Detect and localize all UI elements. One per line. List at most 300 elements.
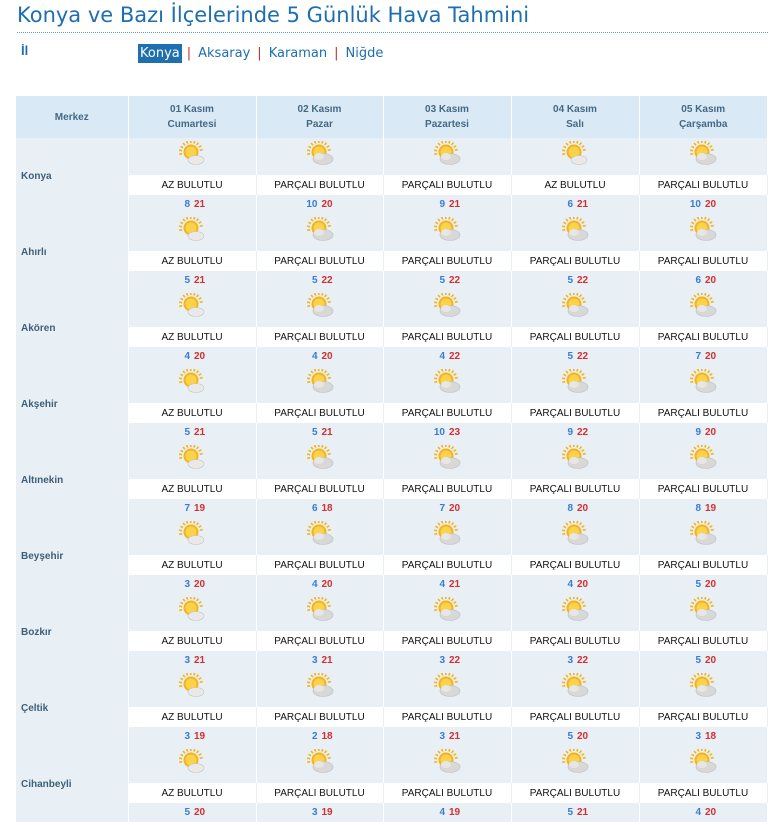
temp-min: 4 (311, 579, 318, 590)
weather-description: PARÇALI BULUTLU (383, 555, 511, 575)
description-row (16, 251, 767, 271)
weather-description: AZ BULUTLU (128, 479, 256, 499)
weather-description: PARÇALI BULUTLU (383, 175, 511, 195)
temp-max: 20 (577, 503, 589, 514)
weather-icon-cell (128, 366, 256, 403)
weather-icon-cell (511, 138, 639, 175)
weather-description: PARÇALI BULUTLU (639, 783, 767, 803)
temp-min: 5 (439, 275, 445, 286)
temperature-cell (383, 271, 511, 290)
temp-min: 6 (567, 199, 573, 210)
city-row (16, 442, 767, 479)
temp-min: 5 (567, 275, 573, 286)
temperature-cell (639, 727, 767, 746)
temperature-cell (639, 423, 767, 442)
sun-cloud-small-icon (178, 749, 206, 775)
weather-description: PARÇALI BULUTLU (639, 251, 767, 271)
city-row (16, 670, 767, 707)
weather-description: PARÇALI BULUTLU (511, 631, 639, 651)
weather-icon-cell (511, 746, 639, 783)
sun-cloud-icon (306, 749, 334, 775)
weather-icon-cell (383, 214, 511, 251)
weather-description: PARÇALI BULUTLU (511, 555, 639, 575)
city-name: Konya (16, 138, 128, 214)
weather-description: AZ BULUTLU (511, 175, 639, 195)
weather-icon-cell (639, 746, 767, 783)
temp-max: 19 (321, 807, 333, 818)
weather-icon-cell (256, 214, 383, 251)
temperature-cell (256, 651, 383, 670)
temperature-row (16, 347, 767, 366)
temperature-cell (639, 271, 767, 290)
temp-max: 21 (449, 579, 461, 590)
temperature-cell (128, 271, 256, 290)
temp-max: 21 (194, 655, 206, 666)
weather-description: AZ BULUTLU (128, 327, 256, 347)
province-nav (138, 43, 385, 64)
sun-cloud-icon (561, 217, 589, 243)
temp-min: 8 (695, 503, 701, 514)
weather-icon-cell (639, 214, 767, 251)
temp-max: 20 (705, 579, 717, 590)
city-name: Bozkır (16, 594, 128, 670)
weather-description: PARÇALI BULUTLU (383, 631, 511, 651)
temp-min: 10 (433, 427, 445, 438)
weather-icon-cell (128, 290, 256, 327)
weather-description: PARÇALI BULUTLU (639, 327, 767, 347)
sun-cloud-icon (433, 293, 461, 319)
temperature-row (16, 727, 767, 746)
temp-min: 7 (439, 503, 445, 514)
description-row (16, 631, 767, 651)
weather-description: PARÇALI BULUTLU (256, 555, 383, 575)
description-row (16, 783, 767, 803)
temp-max: 20 (194, 807, 206, 818)
temperature-cell (128, 499, 256, 518)
weather-icon-cell (511, 518, 639, 555)
weather-icon-cell (256, 366, 383, 403)
weather-description: PARÇALI BULUTLU (383, 327, 511, 347)
weather-icon-cell (639, 366, 767, 403)
province-link-0[interactable]: Konya (140, 46, 180, 61)
sun-cloud-icon (689, 521, 717, 547)
weather-description: PARÇALI BULUTLU (256, 251, 383, 271)
sun-cloud-icon (433, 521, 461, 547)
temp-max: 20 (705, 655, 717, 666)
province-label: İl (21, 43, 29, 58)
weather-description: PARÇALI BULUTLU (511, 403, 639, 423)
page-title: Konya ve Bazı İlçelerinde 5 Günlük Hava Tahmini (17, 3, 530, 27)
sun-cloud-icon (561, 521, 589, 547)
weather-icon-cell (256, 138, 383, 175)
weather-icon-cell (128, 518, 256, 555)
temperature-cell (511, 347, 639, 366)
temperature-cell (256, 727, 383, 746)
temperature-cell (511, 803, 639, 822)
temperature-cell (639, 575, 767, 594)
sun-cloud-icon (306, 217, 334, 243)
weather-description: PARÇALI BULUTLU (383, 479, 511, 499)
weather-icon-cell (128, 670, 256, 707)
temp-max: 19 (194, 503, 206, 514)
day-header-4 (639, 96, 767, 138)
sun-cloud-small-icon (178, 597, 206, 623)
temperature-cell (256, 195, 383, 214)
temp-min: 4 (184, 351, 190, 362)
temperature-row (16, 575, 767, 594)
day-weekday: Pazar (306, 119, 333, 130)
temp-min: 4 (439, 579, 445, 590)
weather-icon-cell (639, 138, 767, 175)
sun-cloud-small-icon (178, 141, 206, 167)
province-separator: | (334, 46, 339, 61)
day-header-1 (256, 96, 383, 138)
sun-cloud-icon (433, 597, 461, 623)
weather-icon-cell (383, 290, 511, 327)
weather-description: AZ BULUTLU (128, 251, 256, 271)
temp-min: 4 (439, 351, 445, 362)
weather-description: PARÇALI BULUTLU (511, 251, 639, 271)
temp-max: 20 (194, 351, 206, 362)
city-name: Ahırlı (16, 214, 128, 290)
sun-cloud-icon (306, 141, 334, 167)
weather-description: PARÇALI BULUTLU (511, 707, 639, 727)
city-name: Beyşehir (16, 518, 128, 594)
temperature-cell (256, 271, 383, 290)
weather-icon-cell (128, 138, 256, 175)
sun-cloud-icon (433, 141, 461, 167)
weather-icon-cell (511, 670, 639, 707)
sun-cloud-small-icon (178, 521, 206, 547)
temp-max: 22 (449, 275, 461, 286)
weather-icon-cell (639, 442, 767, 479)
temp-max: 20 (449, 503, 461, 514)
temp-max: 20 (321, 199, 333, 210)
sun-cloud-icon (433, 217, 461, 243)
temp-min: 3 (184, 655, 190, 666)
temp-min: 6 (695, 275, 701, 286)
weather-icon-cell (383, 138, 511, 175)
temp-min: 9 (439, 199, 445, 210)
forecast-table (16, 96, 768, 822)
weather-description: PARÇALI BULUTLU (511, 479, 639, 499)
sun-cloud-icon (689, 141, 717, 167)
weather-icon-cell (128, 442, 256, 479)
description-row (16, 327, 767, 347)
temp-max: 19 (449, 807, 461, 818)
temperature-cell (128, 195, 256, 214)
temp-min: 5 (695, 655, 701, 666)
temperature-cell (256, 347, 383, 366)
weather-description: PARÇALI BULUTLU (639, 707, 767, 727)
temperature-cell (383, 727, 511, 746)
temperature-row (16, 423, 767, 442)
weather-icon-cell (383, 442, 511, 479)
weather-description: PARÇALI BULUTLU (639, 175, 767, 195)
sun-cloud-icon (689, 673, 717, 699)
temp-max: 18 (321, 503, 333, 514)
day-date: 01 Kasım (170, 104, 214, 115)
temp-min: 5 (184, 807, 190, 818)
city-row (16, 138, 767, 175)
sun-cloud-icon (689, 293, 717, 319)
sun-cloud-icon (561, 673, 589, 699)
weather-description: PARÇALI BULUTLU (639, 555, 767, 575)
temp-max: 20 (577, 731, 589, 742)
sun-cloud-icon (306, 521, 334, 547)
sun-cloud-icon (433, 749, 461, 775)
temp-max: 22 (577, 427, 589, 438)
temp-max: 22 (449, 351, 461, 362)
day-weekday: Çarşamba (679, 119, 728, 130)
sun-cloud-icon (306, 369, 334, 395)
sun-cloud-icon (433, 673, 461, 699)
weather-icon-cell (511, 214, 639, 251)
temp-min: 5 (567, 807, 573, 818)
weather-icon-cell (639, 290, 767, 327)
temp-min: 3 (695, 731, 701, 742)
description-row (16, 403, 767, 423)
weather-icon-cell (128, 594, 256, 631)
city-row (16, 594, 767, 631)
sun-cloud-small-icon (178, 445, 206, 471)
temp-max: 21 (321, 655, 333, 666)
temperature-cell (128, 727, 256, 746)
temp-max: 18 (705, 731, 717, 742)
weather-icon-cell (383, 366, 511, 403)
temp-min: 9 (695, 427, 701, 438)
temperature-cell (383, 575, 511, 594)
weather-description: PARÇALI BULUTLU (383, 251, 511, 271)
temp-min: 10 (306, 199, 318, 210)
temp-max: 20 (705, 427, 717, 438)
sun-cloud-small-icon (178, 217, 206, 243)
temp-min: 6 (311, 503, 318, 514)
temp-max: 21 (449, 199, 461, 210)
day-weekday: Cumartesi (167, 119, 217, 130)
temp-max: 20 (577, 579, 589, 590)
sun-cloud-small-icon (178, 673, 206, 699)
weather-description: PARÇALI BULUTLU (511, 783, 639, 803)
temperature-cell (128, 575, 256, 594)
temperature-cell (511, 423, 639, 442)
temperature-cell (256, 575, 383, 594)
province-separator: | (186, 46, 192, 61)
city-row (16, 746, 767, 783)
weather-icon-cell (256, 518, 383, 555)
weather-description: PARÇALI BULUTLU (639, 403, 767, 423)
weather-description: AZ BULUTLU (128, 403, 256, 423)
temperature-cell (511, 727, 639, 746)
day-header-0 (128, 96, 256, 138)
weather-description: PARÇALI BULUTLU (256, 479, 383, 499)
day-date: 02 Kasım (297, 104, 342, 115)
sun-cloud-icon (689, 217, 717, 243)
city-row (16, 366, 767, 403)
weather-description: AZ BULUTLU (128, 175, 256, 195)
city-row (16, 290, 767, 327)
sun-cloud-icon (433, 369, 461, 395)
weather-icon-cell (639, 670, 767, 707)
temp-min: 7 (184, 503, 190, 514)
weather-icon-cell (383, 594, 511, 631)
description-row (16, 707, 767, 727)
sun-cloud-icon (561, 597, 589, 623)
sun-cloud-small-icon (178, 293, 206, 319)
temp-min: 9 (567, 427, 573, 438)
weather-icon-cell (256, 594, 383, 631)
day-header-2 (383, 96, 511, 138)
temp-max: 22 (577, 655, 589, 666)
temp-max: 21 (449, 731, 461, 742)
temp-min: 8 (184, 199, 190, 210)
temp-max: 20 (321, 579, 333, 590)
temp-max: 20 (705, 351, 717, 362)
city-name: Çeltik (16, 670, 128, 746)
temp-max: 20 (705, 807, 717, 818)
temp-min: 4 (695, 807, 701, 818)
temp-max: 23 (449, 427, 461, 438)
temperature-cell (639, 803, 767, 822)
forecast-header-row (16, 96, 767, 138)
temperature-row (16, 271, 767, 290)
sun-cloud-icon (306, 597, 334, 623)
weather-description: PARÇALI BULUTLU (639, 479, 767, 499)
temperature-row (16, 651, 767, 670)
temperature-cell (256, 499, 383, 518)
weather-description: PARÇALI BULUTLU (256, 631, 383, 651)
weather-icon-cell (511, 442, 639, 479)
province-link-2[interactable]: Karaman (268, 46, 328, 61)
description-row (16, 479, 767, 499)
temp-max: 21 (194, 275, 206, 286)
temperature-cell (639, 651, 767, 670)
sun-cloud-icon (433, 445, 461, 471)
temp-min: 8 (567, 503, 573, 514)
temperature-cell (383, 347, 511, 366)
province-link-3[interactable]: Niğde (345, 46, 384, 61)
temperature-cell (383, 195, 511, 214)
temperature-cell (511, 271, 639, 290)
temp-min: 4 (311, 351, 318, 362)
city-name: Akören (16, 290, 128, 366)
day-weekday: Pazartesi (425, 119, 469, 130)
temp-min: 10 (689, 199, 701, 210)
temp-max: 22 (577, 351, 589, 362)
weather-description: PARÇALI BULUTLU (256, 327, 383, 347)
temp-max: 18 (321, 731, 333, 742)
temp-min: 3 (311, 655, 318, 666)
description-row (16, 175, 767, 195)
weather-description: AZ BULUTLU (128, 783, 256, 803)
temp-max: 21 (194, 427, 206, 438)
temp-min: 5 (311, 427, 318, 438)
temperature-cell (383, 803, 511, 822)
sun-cloud-icon (306, 293, 334, 319)
temp-max: 22 (449, 655, 461, 666)
weather-description: AZ BULUTLU (128, 555, 256, 575)
temp-min: 7 (695, 351, 701, 362)
city-row (16, 214, 767, 251)
temp-min: 3 (184, 731, 190, 742)
temperature-cell (256, 423, 383, 442)
sun-cloud-icon (306, 673, 334, 699)
temperature-cell (128, 347, 256, 366)
weather-description: PARÇALI BULUTLU (383, 707, 511, 727)
weather-description: PARÇALI BULUTLU (639, 631, 767, 651)
weather-icon-cell (383, 518, 511, 555)
temperature-cell (511, 651, 639, 670)
temp-max: 20 (705, 275, 717, 286)
sun-cloud-small-icon (561, 141, 589, 167)
temp-max: 20 (194, 579, 206, 590)
temp-min: 3 (439, 655, 445, 666)
weather-description: PARÇALI BULUTLU (511, 327, 639, 347)
weather-icon-cell (128, 214, 256, 251)
sun-cloud-small-icon (178, 369, 206, 395)
city-name: Cihanbeyli (16, 746, 128, 822)
temp-max: 21 (194, 199, 206, 210)
sun-cloud-icon (689, 369, 717, 395)
temp-max: 21 (321, 427, 333, 438)
temperature-cell (639, 195, 767, 214)
temp-max: 20 (321, 351, 333, 362)
weather-description: AZ BULUTLU (128, 631, 256, 651)
weather-description: PARÇALI BULUTLU (256, 783, 383, 803)
temp-max: 19 (705, 503, 717, 514)
province-link-1[interactable]: Aksaray (198, 46, 251, 61)
sun-cloud-icon (689, 445, 717, 471)
center-header: Merkez (16, 96, 128, 138)
temperature-cell (128, 803, 256, 822)
temperature-row (16, 195, 767, 214)
sun-cloud-icon (561, 445, 589, 471)
temp-max: 22 (321, 275, 333, 286)
temperature-cell (256, 803, 383, 822)
temp-min: 5 (311, 275, 318, 286)
weather-icon-cell (256, 746, 383, 783)
temp-min: 5 (184, 427, 190, 438)
temperature-cell (128, 651, 256, 670)
weather-icon-cell (639, 594, 767, 631)
weather-description: PARÇALI BULUTLU (256, 707, 383, 727)
city-name: Altınekin (16, 442, 128, 518)
temp-min: 5 (184, 275, 190, 286)
temperature-row (16, 499, 767, 518)
sun-cloud-icon (561, 369, 589, 395)
day-date: 03 Kasım (425, 104, 469, 115)
weather-icon-cell (511, 594, 639, 631)
temp-min: 2 (311, 731, 318, 742)
province-separator: | (257, 46, 262, 61)
weather-icon-cell (511, 366, 639, 403)
temp-min: 4 (439, 807, 445, 818)
temperature-cell (639, 347, 767, 366)
sun-cloud-icon (561, 749, 589, 775)
temperature-cell (639, 499, 767, 518)
temperature-cell (511, 195, 639, 214)
temp-max: 20 (705, 199, 717, 210)
weather-icon-cell (128, 746, 256, 783)
sun-cloud-icon (689, 597, 717, 623)
temperature-cell (128, 423, 256, 442)
weather-icon-cell (256, 442, 383, 479)
day-date: 05 Kasım (681, 104, 726, 115)
temp-max: 22 (577, 275, 589, 286)
weather-icon-cell (383, 746, 511, 783)
weather-description: PARÇALI BULUTLU (256, 175, 383, 195)
temperature-cell (511, 575, 639, 594)
